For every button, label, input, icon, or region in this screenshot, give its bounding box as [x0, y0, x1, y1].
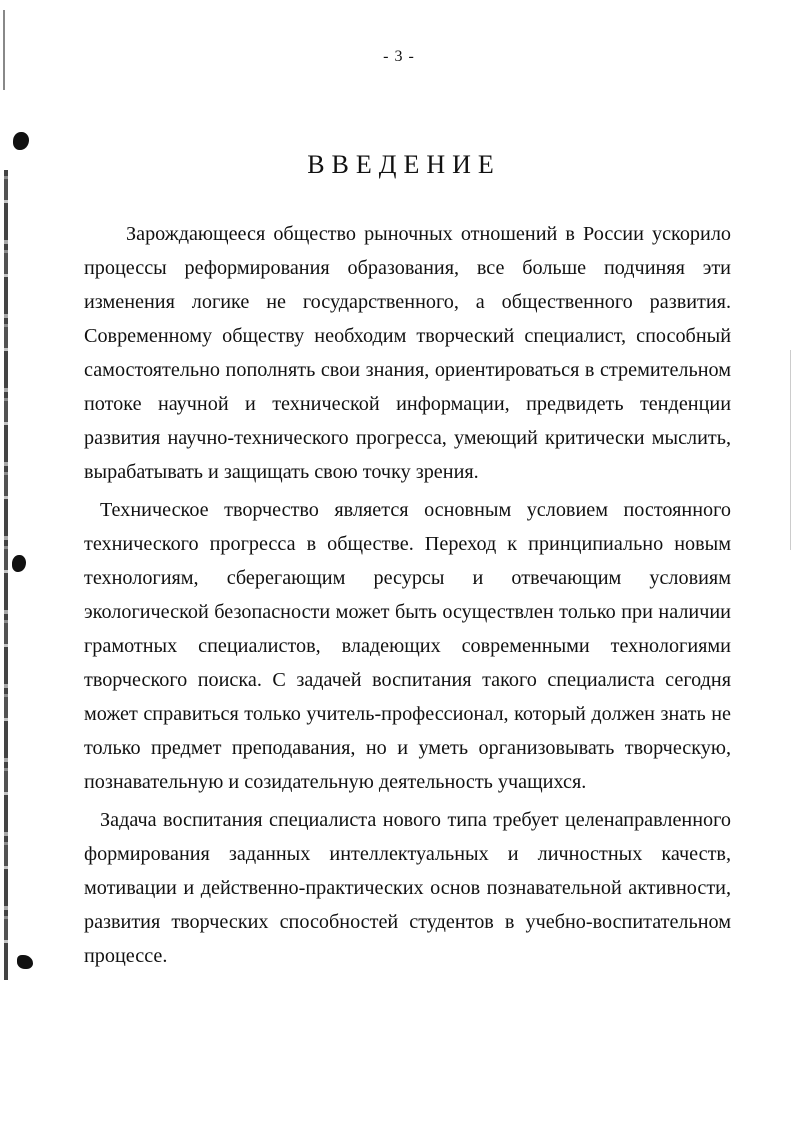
scan-blot — [13, 132, 29, 150]
paragraph-3: Задача воспитания специалиста нового типа требует целенаправленного формирования заданных интеллектуальных и личностных качеств, мотивации и действенно-практических основ познавательной активности, развития творческих способностей студентов в учебно-воспитательном процессе. — [84, 809, 731, 967]
page-number: - 3 - — [383, 48, 415, 65]
scan-blot — [17, 955, 33, 969]
scan-edge-mark — [790, 350, 791, 550]
paragraph-1: Зарождающееся общество рыночных отношений в России ускорило процессы реформирования образования, все больше подчиняя эти изменения логике не государственного, а общественного развития. Современному обществу необходим творческий специалист, способный самостоятельно пополнять свои знания, ориентироваться в стремительном потоке научной и технической информации, предвидеть тенденции развития научно-технического прогресса, умеющий критически мыслить, вырабатывать и защищать свою точку зрения. — [84, 223, 731, 483]
body-text — [84, 217, 731, 973]
section-title: ВВЕДЕНИЕ — [307, 150, 501, 179]
scan-blot — [12, 555, 26, 572]
scan-edge-shadow — [4, 170, 8, 980]
paragraph-2: Техническое творчество является основным условием постоянного технического прогресса в обществе. Переход к принципиально новым технологиям, сберегающим ресурсы и отвечающим условиям экологической безопасности может быть осуществлен только при наличии грамотных специалистов, владеющих современными технологиями творческого поиска. С задачей воспитания такого специалиста сегодня может справиться только учитель-профессионал, который должен знать не только предмет преподавания, но и уметь организовывать творческую, познавательную и созидательную деятельность учащихся. — [84, 499, 731, 793]
